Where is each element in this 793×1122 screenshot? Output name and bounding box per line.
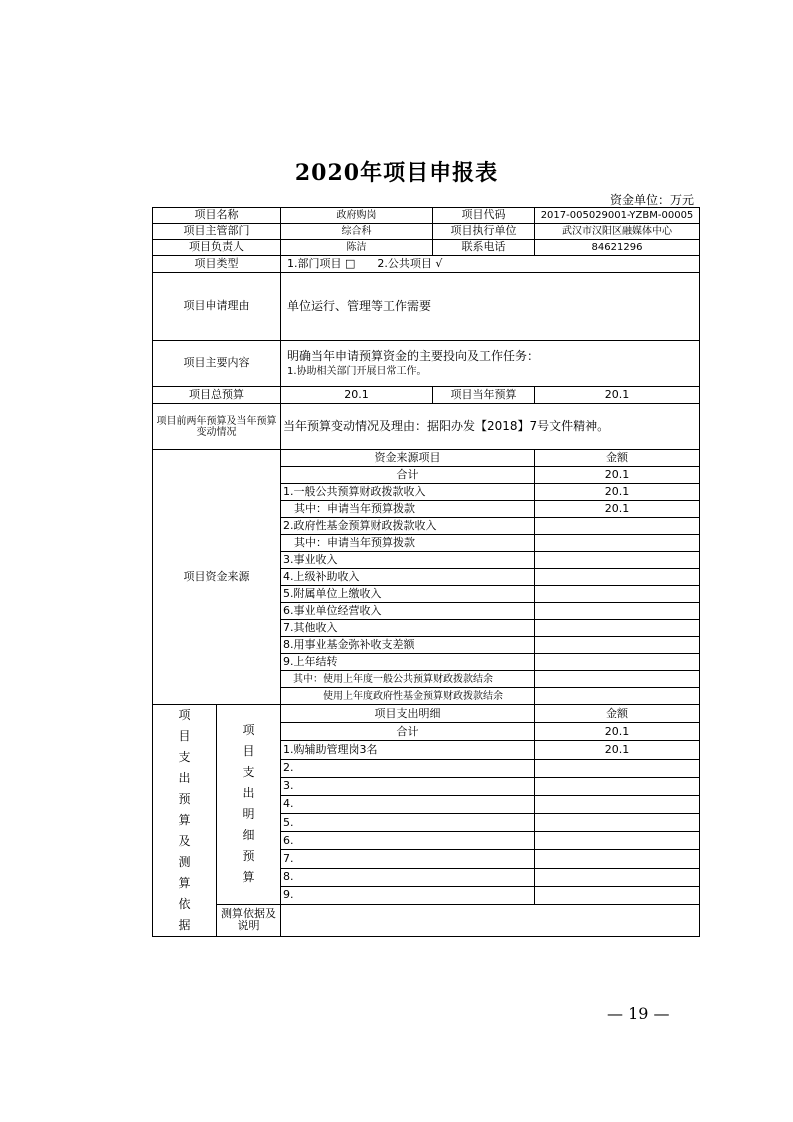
funding-row-amount [535,535,700,552]
expenditure-row-label: 1.购辅助管理岗3名 [281,741,535,759]
total-budget-label: 项目总预算 [153,387,281,404]
funding-row-label: 9.上年结转 [281,654,535,671]
funding-row-amount [535,603,700,620]
budget-change-label: 项目前两年预算及当年预算变动情况 [153,404,281,450]
funding-row-amount [535,552,700,569]
application-reason-value: 单位运行、管理等工作需要 [281,273,700,341]
currency-unit-label: 资金单位：万元 [609,193,694,207]
project-name-value: 政府购岗 [281,208,433,224]
funding-row-amount [535,654,700,671]
department-label: 项目主管部门 [153,224,281,240]
funding-row-label: 其中：申请当年预算拨款 [281,535,535,552]
funding-section-label: 项目资金来源 [153,450,281,705]
expenditure-col-amount: 金额 [535,705,700,723]
expenditure-row-label: 5. [281,814,535,832]
funding-row-label: 2.政府性基金预算财政拨款收入 [281,518,535,535]
project-lead-value: 陈洁 [281,240,433,256]
row-budget-change [153,404,700,450]
project-code-label: 项目代码 [433,208,535,224]
page-number: — 19 — [607,1004,670,1023]
expenditure-row-amount [535,759,700,777]
funding-row-label: 1.一般公共预算财政拨款收入 [281,484,535,501]
funding-row-label: 8.用事业基金弥补收支差额 [281,637,535,654]
main-content-line-2: 1.协助相关部门开展日常工作。 [287,366,427,378]
project-code-value: 2017-005029001-YZBM-00005 [535,208,700,224]
funding-row-label: 5.附属单位上缴收入 [281,586,535,603]
application-reason-label: 项目申请理由 [153,273,281,341]
funding-row-amount [535,637,700,654]
funding-row-label: 6.事业单位经营收入 [281,603,535,620]
total-budget-value: 20.1 [281,387,433,404]
project-type-label: 项目类型 [153,256,281,273]
expenditure-row-label: 9. [281,886,535,904]
expenditure-row-amount [535,795,700,813]
expenditure-row-amount: 20.1 [535,723,700,741]
expenditure-row-label: 7. [281,850,535,868]
row-lead [153,240,700,256]
expenditure-row-amount [535,832,700,850]
funding-row-label: 合计 [281,467,535,484]
funding-row-amount [535,688,700,705]
row-department [153,224,700,240]
funding-row-amount: 20.1 [535,501,700,518]
funding-row-label: 7.其他收入 [281,620,535,637]
expenditure-row-label: 8. [281,868,535,886]
expenditure-row-amount [535,850,700,868]
project-application-form [152,207,700,937]
budget-change-value: 当年预算变动情况及理由：据阳办发【2018】7号文件精神。 [281,404,700,450]
expenditure-row-amount [535,886,700,904]
expenditure-row-label: 3. [281,777,535,795]
expenditure-row-label: 合计 [281,723,535,741]
expenditure-header-row [153,705,700,723]
basis-row [153,904,700,936]
funding-row-label: 4.上级补助收入 [281,569,535,586]
expenditure-row-amount [535,868,700,886]
row-content [153,341,700,387]
funding-row-amount [535,620,700,637]
funding-header-row [153,450,700,467]
executing-unit-value: 武汉市汉阳区融媒体中心 [535,224,700,240]
row-reason [153,273,700,341]
funding-row-amount [535,569,700,586]
basis-label: 测算依据及说明 [217,904,281,936]
annual-budget-value: 20.1 [535,387,700,404]
annual-budget-label: 项目当年预算 [433,387,535,404]
funding-row-amount [535,671,700,688]
expenditure-row-amount [535,777,700,795]
main-content-value [281,341,700,387]
expenditure-row-label: 2. [281,759,535,777]
expenditure-col-item: 项目支出明细 [281,705,535,723]
row-type [153,256,700,273]
expenditure-row-amount: 20.1 [535,741,700,759]
executing-unit-label: 项目执行单位 [433,224,535,240]
funding-row-label: 其中：申请当年预算拨款 [281,501,535,518]
row-project-name [153,208,700,224]
main-content-line-1: 明确当年申请预算资金的主要投向及工作任务： [287,348,540,363]
funding-col-amount: 金额 [535,450,700,467]
phone-value: 84621296 [535,240,700,256]
main-content-label: 项目主要内容 [153,341,281,387]
phone-label: 联系电话 [433,240,535,256]
funding-row-label: 3.事业收入 [281,552,535,569]
department-value: 综合科 [281,224,433,240]
funding-col-item: 资金来源项目 [281,450,535,467]
expenditure-outer-label: 项目支出预算及测算依据 [153,705,217,937]
expenditure-row-amount [535,814,700,832]
funding-row-amount: 20.1 [535,484,700,501]
expenditure-inner-label: 项目支出明细预算 [217,705,281,905]
funding-row-label: 其中：使用上年度一般公共预算财政拨款结余 [281,671,535,688]
project-name-label: 项目名称 [153,208,281,224]
funding-row-label: 使用上年度政府性基金预算财政拨款结余 [281,688,535,705]
row-budget [153,387,700,404]
funding-row-amount: 20.1 [535,467,700,484]
form-title: 2020年项目申报表 [294,160,499,186]
project-lead-label: 项目负责人 [153,240,281,256]
funding-row-amount [535,518,700,535]
expenditure-row-label: 4. [281,795,535,813]
basis-value [281,904,700,936]
expenditure-row-label: 6. [281,832,535,850]
funding-row-amount [535,586,700,603]
project-type-value: 1.部门项目 □ 2.公共项目 √ [281,256,700,273]
